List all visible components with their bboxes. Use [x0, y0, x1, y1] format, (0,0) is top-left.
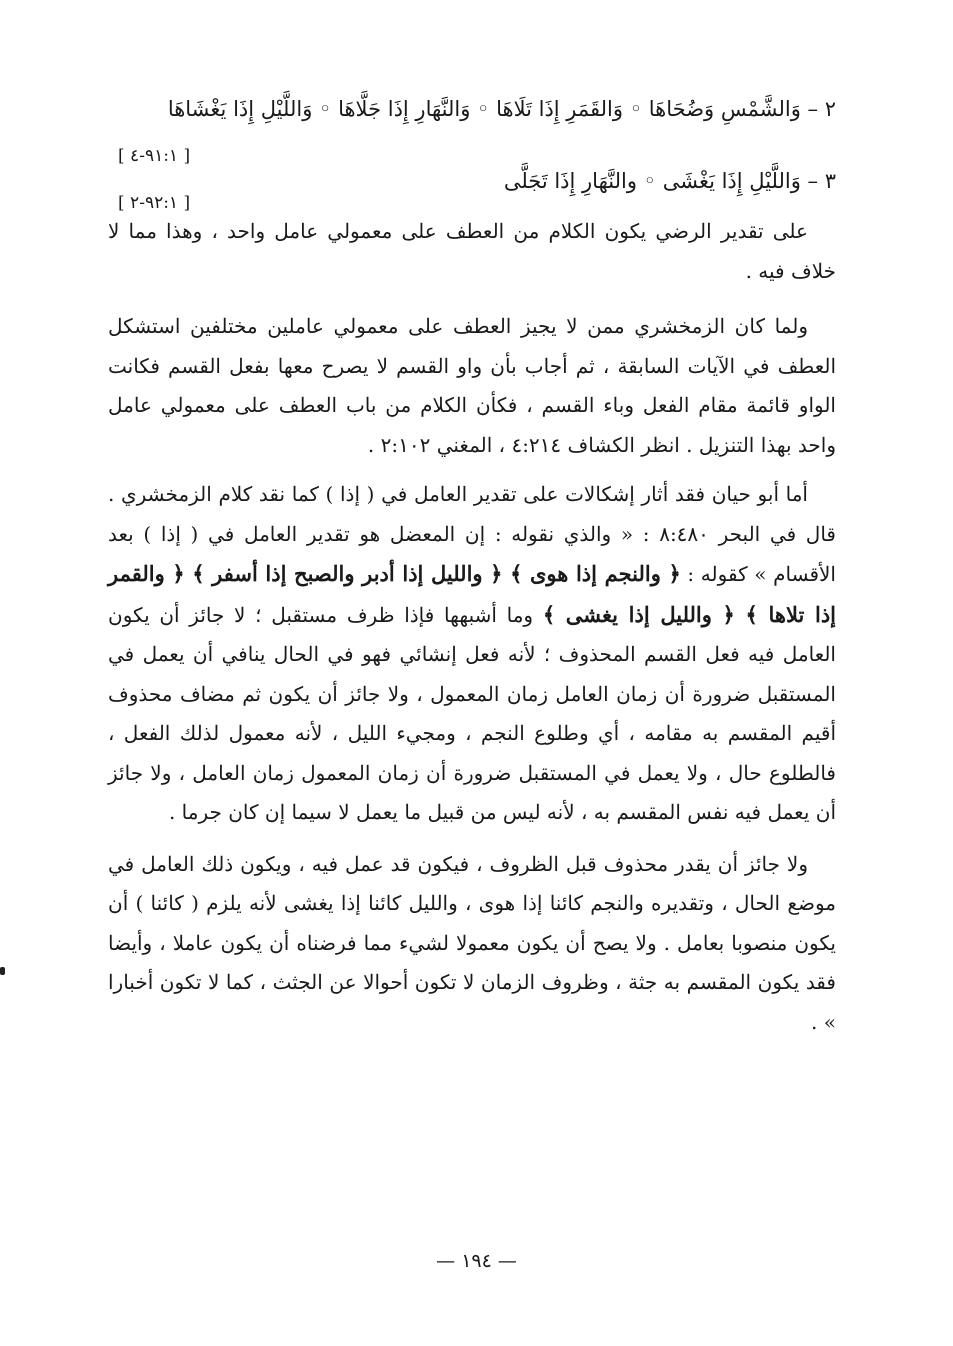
paragraph-1: على تقدير الرضي يكون الكلام من العطف على معمولي عامل واحد ، وهذا مما لا خلاف فيه . — [108, 219, 836, 283]
page-number: — ١٩٤ — — [436, 1250, 517, 1272]
page-body — [108, 92, 836, 1042]
quran-quotations: ﴿ والنجم إذا هوى ﴾ ﴿ والليل إذا أدبر والصبح إذا أسفر ﴾ ﴿ والقمر إذا تلاها ﴾ ﴿ والليل إذا يغشى ﴾ — [108, 561, 837, 627]
verse-2 — [108, 92, 836, 126]
verse-3-text: ٣ – وَاللَّيْلِ إِذَا يَغْشَى ◦ والنَّهَارِ إِذَا تَجَلَّى — [503, 169, 836, 193]
paragraph-3-part-1: أما أبو حيان فقد أثار إشكالات على تقدير العامل في ( إذا ) كما نقد كلام الزمخشري . قال في البحر ٨:٤٨٠ : « والذي نقوله : إن المعضل هو تقدير العامل في ( إذا ) بعد الأقسام » كقوله : — [108, 482, 836, 586]
verse-2-text: ٢ – وَالشَّمْسِ وَضُحَاهَا ◦ وَالقَمَرِ إِذَا تَلَاهَا ◦ وَالنَّهَارِ إِذَا جَلَّاهَا ◦ وَاللَّيْلِ إِذَا يَغْشَاهَا — [167, 97, 836, 121]
verse-2-reference: [ ٩١:١-٤ ] — [118, 146, 191, 166]
paragraph-4: ولا جائز أن يقدر محذوف قبل الظروف ، فيكون قد عمل فيه ، ويكون ذلك العامل في موضع الحال ، وتقديره والنجم كائنا إذا هوى ، والليل كائنا إذا يغشى لأنه يلزم ( كائنا ) أن يكون منصوبا بعامل . ولا يصح أن يكون معمولا لشيء مما فرضناه أن يكون عاملا ، وأيضا فقد يكون المقسم به جثة ، وظروف الزمان لا تكون أحوالا عن الجثث ، كما لا تكون أخبارا » . — [108, 851, 836, 1034]
paragraph-3 — [108, 475, 836, 833]
verse-3 — [108, 164, 836, 198]
margin-mark — [0, 967, 5, 975]
paragraph-2: ولما كان الزمخشري ممن لا يجيز العطف على معمولي عاملين مختلفين استشكل العطف في الآيات السابقة ، ثم أجاب بأن واو القسم لا يصرح معها بفعل القسم فكانت الواو قائمة مقام الفعل وباء القسم ، فكأن الكلام من باب العطف على معمولي عامل واحد بهذا التنزيل . انظر الكشاف ٤:٢١٤ ، المغني ٢:١٠٢ . — [108, 314, 836, 457]
paragraph-3-part-2: وما أشبهها فإذا ظرف مستقبل ؛ لا جائز أن يكون العامل فيه فعل القسم المحذوف ؛ لأنه فعل إنشائي فهو في الحال ينافي أن يعمل في المستقبل ضرورة أن زمان العامل زمان المعمول ، ولا جائز أن يكون ثم مضاف محذوف أقيم المقسم به مقامه ، أي وطلوع النجم ، ومجيء الليل ، لأنه معمول لذلك الفعل ، فالطلوع حال ، ولا يعمل في المستقبل ضرورة أن زمان المعمول زمان العامل ، ولا جائز أن يعمل فيه نفس المقسم به ، لأنه ليس من قبيل ما يعمل لا سيما إن كان جرما . — [108, 602, 836, 824]
verse-3-reference: [ ٩٢:١-٢ ] — [118, 193, 191, 213]
